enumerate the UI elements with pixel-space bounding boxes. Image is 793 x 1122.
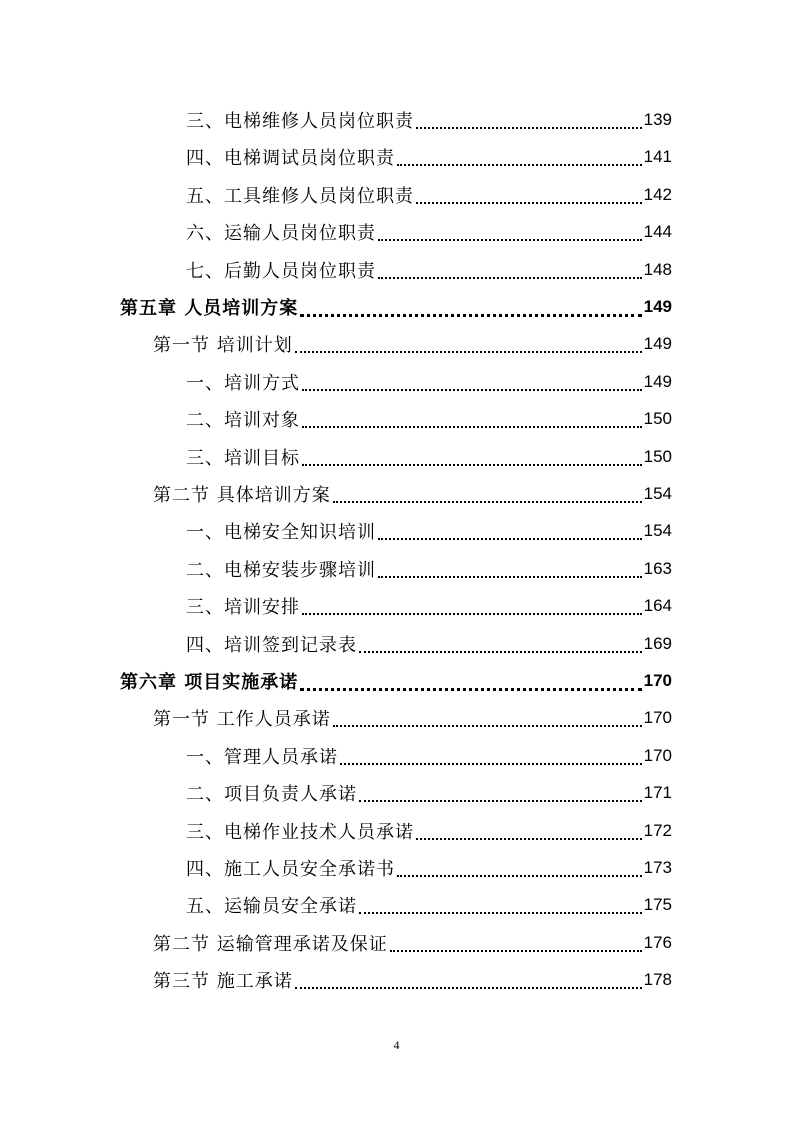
toc-entry-label: 第二节 运输管理承诺及保证 <box>153 933 388 955</box>
dot-leader <box>295 351 642 353</box>
dot-leader <box>378 239 642 241</box>
toc-entry-label: 五、运输员安全承诺 <box>186 896 357 918</box>
dot-leader <box>333 501 642 503</box>
dot-leader <box>378 277 642 279</box>
toc-item-entry[interactable] <box>186 854 672 882</box>
toc-entry-page-number: 169 <box>643 633 672 653</box>
toc-entry-label: 三、电梯维修人员岗位职责 <box>186 111 414 132</box>
dot-leader <box>359 651 642 653</box>
toc-item-entry[interactable] <box>186 405 672 433</box>
dot-leader <box>397 875 642 877</box>
toc-section-entry[interactable] <box>153 704 672 732</box>
toc-entry-label: 第五章 人员培训方案 <box>120 298 299 319</box>
toc-entry-label: 六、运输人员岗位职责 <box>186 223 376 245</box>
dot-leader <box>397 164 642 166</box>
toc-item-entry[interactable] <box>186 742 672 770</box>
toc-entry-label: 三、培训安排 <box>186 597 300 619</box>
toc-item-entry[interactable] <box>186 443 672 471</box>
dot-leader <box>378 538 642 540</box>
dot-leader <box>416 838 642 840</box>
toc-entry-page-number: 154 <box>643 484 672 503</box>
dot-leader <box>416 202 642 204</box>
dot-leader <box>300 314 641 317</box>
toc-entry-page-number: 139 <box>643 110 672 129</box>
toc-entry-label: 一、电梯安全知识培训 <box>186 522 376 544</box>
toc-entry-page-number: 150 <box>643 409 672 429</box>
toc-item-entry[interactable] <box>186 218 672 246</box>
toc-entry-label: 二、电梯安装步骤培训 <box>186 559 376 581</box>
toc-entry-label: 一、管理人员承诺 <box>186 746 338 768</box>
toc-entry-page-number: 170 <box>643 745 672 765</box>
toc-entry-page-number: 173 <box>643 858 672 877</box>
toc-item-entry[interactable] <box>186 256 672 284</box>
toc-section-entry[interactable] <box>153 929 672 957</box>
toc-entry-page-number: 141 <box>643 147 672 167</box>
toc-entry-page-number: 163 <box>643 558 672 578</box>
dot-leader <box>378 576 642 578</box>
dot-leader <box>302 389 642 391</box>
toc-entry-page-number: 175 <box>643 895 672 915</box>
toc-item-entry[interactable] <box>186 517 672 545</box>
toc-entry-page-number: 170 <box>643 708 672 728</box>
toc-chapter-entry[interactable] <box>120 293 672 321</box>
toc-entry-label: 三、电梯作业技术人员承诺 <box>186 821 414 843</box>
toc-entry-page-number: 148 <box>643 259 672 279</box>
toc-entry-label: 第一节 培训计划 <box>153 335 293 357</box>
toc-item-entry[interactable] <box>186 630 672 658</box>
toc-entry-label: 一、培训方式 <box>186 372 300 394</box>
toc-item-entry[interactable] <box>186 592 672 620</box>
toc-section-entry[interactable] <box>153 966 672 994</box>
toc-entry-page-number: 178 <box>643 970 672 990</box>
toc-entry-page-number: 149 <box>643 297 672 316</box>
toc-entry-label: 四、电梯调试员岗位职责 <box>186 148 395 170</box>
dot-leader <box>302 464 642 466</box>
toc-entry-label: 四、施工人员安全承诺书 <box>186 859 395 880</box>
toc-entry-page-number: 164 <box>643 596 672 616</box>
page-number-footer: 4 <box>393 1038 400 1052</box>
toc-section-entry[interactable] <box>153 330 672 358</box>
toc-entry-page-number: 149 <box>643 371 672 391</box>
toc-entry-page-number: 144 <box>643 222 672 242</box>
dot-leader <box>302 426 642 428</box>
toc-item-entry[interactable] <box>186 368 672 396</box>
toc-entry-page-number: 176 <box>643 932 672 952</box>
toc-entry-page-number: 149 <box>643 334 672 354</box>
toc-entry-label: 第一节 工作人员承诺 <box>153 709 331 731</box>
dot-leader <box>390 950 642 952</box>
toc-entry-label: 五、工具维修人员岗位职责 <box>186 185 414 207</box>
toc-item-entry[interactable] <box>186 779 672 807</box>
toc-entry-page-number: 150 <box>643 446 672 466</box>
dot-leader <box>416 127 642 129</box>
dot-leader <box>302 613 642 615</box>
dot-leader <box>359 800 642 802</box>
toc-entry-label: 第六章 项目实施承诺 <box>120 672 299 693</box>
toc-entry-page-number: 171 <box>643 783 672 803</box>
toc-entry-label: 二、项目负责人承诺 <box>186 784 357 806</box>
toc-item-entry[interactable] <box>186 891 672 919</box>
toc-entry-label: 四、培训签到记录表 <box>186 634 357 656</box>
dot-leader <box>359 912 642 914</box>
toc-item-entry[interactable] <box>186 143 672 171</box>
toc-item-entry[interactable] <box>186 555 672 583</box>
toc-item-entry[interactable] <box>186 817 672 845</box>
toc-entry-page-number: 154 <box>643 521 672 541</box>
toc-chapter-entry[interactable] <box>120 667 672 695</box>
toc-entry-label: 第二节 具体培训方案 <box>153 485 331 506</box>
toc-entry-label: 七、后勤人员岗位职责 <box>186 260 376 282</box>
dot-leader <box>333 725 642 727</box>
dot-leader <box>340 763 642 765</box>
toc-entry-label: 三、培训目标 <box>186 447 300 469</box>
toc-entry-page-number: 172 <box>643 820 672 840</box>
toc-item-entry[interactable] <box>186 181 672 209</box>
dot-leader <box>295 987 642 989</box>
toc-entry-label: 二、培训对象 <box>186 410 300 432</box>
toc-item-entry[interactable] <box>186 106 672 134</box>
toc-entry-page-number: 142 <box>643 184 672 204</box>
toc-entry-page-number: 170 <box>643 671 672 690</box>
toc-section-entry[interactable] <box>153 480 672 508</box>
dot-leader <box>300 688 641 691</box>
toc-entry-label: 第三节 施工承诺 <box>153 971 293 993</box>
